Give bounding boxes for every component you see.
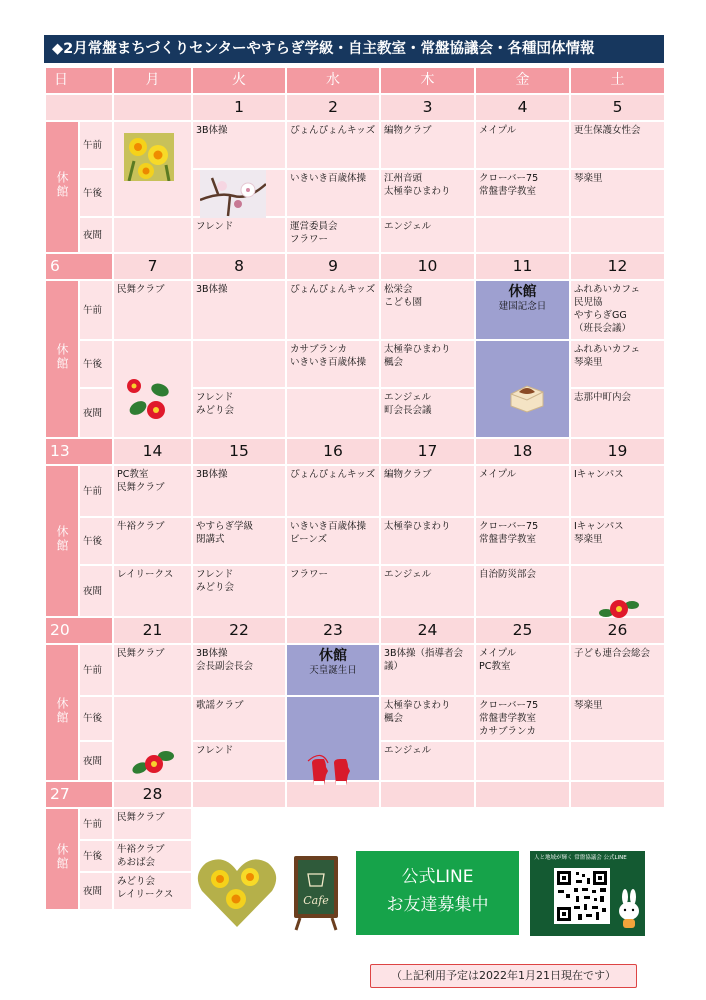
event-cell: メイプル bbox=[475, 121, 570, 169]
event-cell: エンジェル 町会長会議 bbox=[380, 388, 475, 438]
plum-blossom-image bbox=[200, 170, 266, 218]
qr-panel bbox=[530, 851, 645, 936]
period-night: 夜間 bbox=[79, 741, 113, 781]
event-cell: 琴楽里 bbox=[570, 169, 665, 217]
date-cell bbox=[45, 94, 113, 121]
event-cell: エンジェル bbox=[380, 217, 475, 253]
event-cell bbox=[475, 217, 570, 253]
event-cell: エンジェル bbox=[380, 565, 475, 617]
event-cell: 琴楽里 bbox=[570, 696, 665, 741]
date-row bbox=[45, 253, 665, 280]
period-pm: 午後 bbox=[79, 340, 113, 388]
am-row bbox=[45, 280, 665, 340]
closed-cell bbox=[45, 808, 79, 910]
date-cell: 7 bbox=[113, 253, 192, 280]
holiday-name: 天皇誕生日 bbox=[309, 665, 357, 676]
camellia-small-image bbox=[596, 593, 642, 625]
qr-code-icon[interactable] bbox=[554, 868, 610, 924]
event-cell: 太極拳ひまわり 楓会 bbox=[380, 340, 475, 388]
footer-note: （上記利用予定は2022年1月21日現在です） bbox=[370, 964, 637, 988]
mochi-image bbox=[507, 380, 547, 414]
weekday-fri: 金 bbox=[475, 67, 570, 94]
line-promo-box[interactable] bbox=[356, 851, 519, 935]
date-cell: 19 bbox=[570, 438, 665, 465]
am-row bbox=[45, 465, 665, 517]
event-cell: 民舞クラブ bbox=[113, 808, 192, 840]
event-cell: 3B体操（指導者会議） bbox=[380, 644, 475, 696]
date-cell: 28 bbox=[113, 781, 192, 808]
date-cell: 16 bbox=[286, 438, 380, 465]
event-cell: フラワー bbox=[286, 565, 380, 617]
event-cell: 民舞クラブ bbox=[113, 280, 192, 340]
event-cell: カサブランカ いきいき百歳体操 bbox=[286, 340, 380, 388]
date-cell: 10 bbox=[380, 253, 475, 280]
event-cell: ふれあいカフェ 民児協 やすらぎGG （班長会議） bbox=[570, 280, 665, 340]
date-cell bbox=[113, 94, 192, 121]
night-row bbox=[45, 565, 665, 617]
date-cell: 1 bbox=[192, 94, 286, 121]
date-cell-sun: 20 bbox=[45, 617, 113, 644]
event-cell: クローバー75 常盤書学教室 bbox=[475, 517, 570, 565]
event-cell: みどり会 レイリークス bbox=[113, 872, 192, 910]
closed-cell bbox=[45, 465, 79, 617]
event-cell: ふれあいカフェ 琴楽里 bbox=[570, 340, 665, 388]
holiday-cell bbox=[475, 280, 570, 340]
closed-label: 休館 bbox=[55, 171, 69, 199]
event-cell: フレンド みどり会 bbox=[192, 388, 286, 438]
event-cell: ぴょんぴょんキッズ bbox=[286, 465, 380, 517]
event-cell: 更生保護女性会 bbox=[570, 121, 665, 169]
holiday-name: 建国記念日 bbox=[498, 301, 547, 312]
date-cell-sun: 6 bbox=[45, 253, 113, 280]
event-cell: 3B体操 bbox=[192, 280, 286, 340]
event-cell: 自治防災部会 bbox=[475, 565, 570, 617]
event-cell: フレンド bbox=[192, 217, 286, 253]
date-cell: 3 bbox=[380, 94, 475, 121]
weekday-sun: 日 bbox=[45, 67, 113, 94]
event-cell: 江州音頭 太極拳ひまわり bbox=[380, 169, 475, 217]
event-cell: レイリークス bbox=[113, 565, 192, 617]
date-cell: 11 bbox=[475, 253, 570, 280]
rabbit-character-icon bbox=[616, 889, 642, 929]
event-cell: メイプル bbox=[475, 465, 570, 517]
event-cell: 運営委員会 フラワー bbox=[286, 217, 380, 253]
page-title: ◆2月常盤まちづくりセンターやすらぎ学級・自主教室・常盤協議会・各種団体情報 bbox=[44, 35, 664, 63]
event-cell: いきいき百歳体操 bbox=[286, 169, 380, 217]
event-cell: 編物クラブ bbox=[380, 465, 475, 517]
cafe-sign-text: Cafe bbox=[303, 894, 329, 907]
weekday-thu: 木 bbox=[380, 67, 475, 94]
period-am: 午前 bbox=[79, 280, 113, 340]
date-cell: 18 bbox=[475, 438, 570, 465]
date-cell: 8 bbox=[192, 253, 286, 280]
am-row bbox=[45, 644, 665, 696]
event-cell: ぴょんぴょんキッズ bbox=[286, 280, 380, 340]
event-cell: 編物クラブ bbox=[380, 121, 475, 169]
period-am: 午前 bbox=[79, 808, 113, 840]
closed-label: 休館 bbox=[55, 525, 69, 553]
event-cell: 民舞クラブ bbox=[113, 644, 192, 696]
date-cell-sun: 13 bbox=[45, 438, 113, 465]
event-cell: クローバー75 常盤書学教室 カサブランカ bbox=[475, 696, 570, 741]
closed-label: 休館 bbox=[55, 343, 69, 371]
date-cell bbox=[475, 781, 570, 808]
period-am: 午前 bbox=[79, 465, 113, 517]
date-row bbox=[45, 438, 665, 465]
date-cell bbox=[570, 781, 665, 808]
date-row bbox=[45, 94, 665, 121]
event-cell bbox=[475, 741, 570, 781]
event-cell: PC教室 民舞クラブ bbox=[113, 465, 192, 517]
weekday-mon: 月 bbox=[113, 67, 192, 94]
camellia-image-2 bbox=[126, 742, 180, 782]
date-row bbox=[45, 617, 665, 644]
period-am: 午前 bbox=[79, 644, 113, 696]
period-pm: 午後 bbox=[79, 169, 113, 217]
pm-row bbox=[45, 696, 665, 741]
date-cell: 4 bbox=[475, 94, 570, 121]
event-cell: 3B体操 bbox=[192, 465, 286, 517]
date-cell: 25 bbox=[475, 617, 570, 644]
event-cell: 3B体操 会長副会長会 bbox=[192, 644, 286, 696]
date-cell: 24 bbox=[380, 617, 475, 644]
period-pm: 午後 bbox=[79, 840, 113, 872]
date-cell: 9 bbox=[286, 253, 380, 280]
event-cell: 牛裕クラブ あおば会 bbox=[113, 840, 192, 872]
closed-cell bbox=[45, 121, 79, 253]
period-pm: 午後 bbox=[79, 517, 113, 565]
date-cell: 12 bbox=[570, 253, 665, 280]
date-cell: 23 bbox=[286, 617, 380, 644]
event-cell: エンジェル bbox=[380, 741, 475, 781]
weekday-sat: 土 bbox=[570, 67, 665, 94]
event-cell: 松栄会 こども園 bbox=[380, 280, 475, 340]
cafe-sign-image bbox=[290, 852, 342, 932]
period-night: 夜間 bbox=[79, 388, 113, 438]
line-promo-subtitle: お友達募集中 bbox=[386, 895, 489, 915]
holiday-cell bbox=[286, 644, 380, 696]
event-cell bbox=[192, 340, 286, 388]
date-cell: 2 bbox=[286, 94, 380, 121]
period-night: 夜間 bbox=[79, 565, 113, 617]
date-cell bbox=[192, 781, 286, 808]
event-cell: 太極拳ひまわり 楓会 bbox=[380, 696, 475, 741]
holiday-label: 休館 bbox=[319, 648, 347, 664]
event-cell: ぴょんぴょんキッズ bbox=[286, 121, 380, 169]
closed-label: 休館 bbox=[55, 843, 69, 871]
event-cell: 牛裕クラブ bbox=[113, 517, 192, 565]
event-cell: Iキャンパス 琴楽里 bbox=[570, 517, 665, 565]
event-cell bbox=[570, 217, 665, 253]
period-night: 夜間 bbox=[79, 217, 113, 253]
event-cell: フレンド みどり会 bbox=[192, 565, 286, 617]
daffodil-image bbox=[124, 133, 174, 181]
closed-label: 休館 bbox=[55, 696, 69, 725]
event-cell: いきいき百歳体操 ビーンズ bbox=[286, 517, 380, 565]
period-night: 夜間 bbox=[79, 872, 113, 910]
period-pm: 午後 bbox=[79, 696, 113, 741]
date-cell: 26 bbox=[570, 617, 665, 644]
event-cell: 子ども連合会総会 bbox=[570, 644, 665, 696]
event-cell: Iキャンパス bbox=[570, 465, 665, 517]
event-cell: 3B体操 bbox=[192, 121, 286, 169]
event-cell: 太極拳ひまわり bbox=[380, 517, 475, 565]
pm-row bbox=[45, 517, 665, 565]
event-cell bbox=[570, 741, 665, 781]
date-cell: 22 bbox=[192, 617, 286, 644]
weekday-tue: 火 bbox=[192, 67, 286, 94]
event-cell bbox=[286, 388, 380, 438]
date-cell bbox=[380, 781, 475, 808]
line-promo-title: 公式LINE bbox=[401, 867, 474, 887]
period-am: 午前 bbox=[79, 121, 113, 169]
mittens-image bbox=[304, 745, 356, 789]
weekday-wed: 水 bbox=[286, 67, 380, 94]
weekday-header-row bbox=[45, 67, 665, 94]
closed-cell bbox=[45, 280, 79, 438]
date-cell: 15 bbox=[192, 438, 286, 465]
event-cell: フレンド bbox=[192, 741, 286, 781]
event-cell: クローバー75 常盤書学教室 bbox=[475, 169, 570, 217]
event-cell: 歌謡クラブ bbox=[192, 696, 286, 741]
daffodil-heart-image bbox=[196, 857, 278, 929]
date-cell-sun: 27 bbox=[45, 781, 113, 808]
holiday-label: 休館 bbox=[508, 284, 537, 300]
event-cell: やすらぎ学級 閉講式 bbox=[192, 517, 286, 565]
event-cell: 志那中町内会 bbox=[570, 388, 665, 438]
date-cell: 14 bbox=[113, 438, 192, 465]
event-cell: メイプル PC教室 bbox=[475, 644, 570, 696]
night-row bbox=[45, 217, 665, 253]
am-row bbox=[45, 808, 665, 840]
date-cell: 5 bbox=[570, 94, 665, 121]
event-cell bbox=[113, 217, 192, 253]
date-cell: 21 bbox=[113, 617, 192, 644]
closed-cell bbox=[45, 644, 79, 781]
camellia-image bbox=[120, 372, 176, 426]
date-cell: 17 bbox=[380, 438, 475, 465]
qr-header: 人と地域が輝く 常盤協議会 公式LINE bbox=[534, 855, 627, 861]
